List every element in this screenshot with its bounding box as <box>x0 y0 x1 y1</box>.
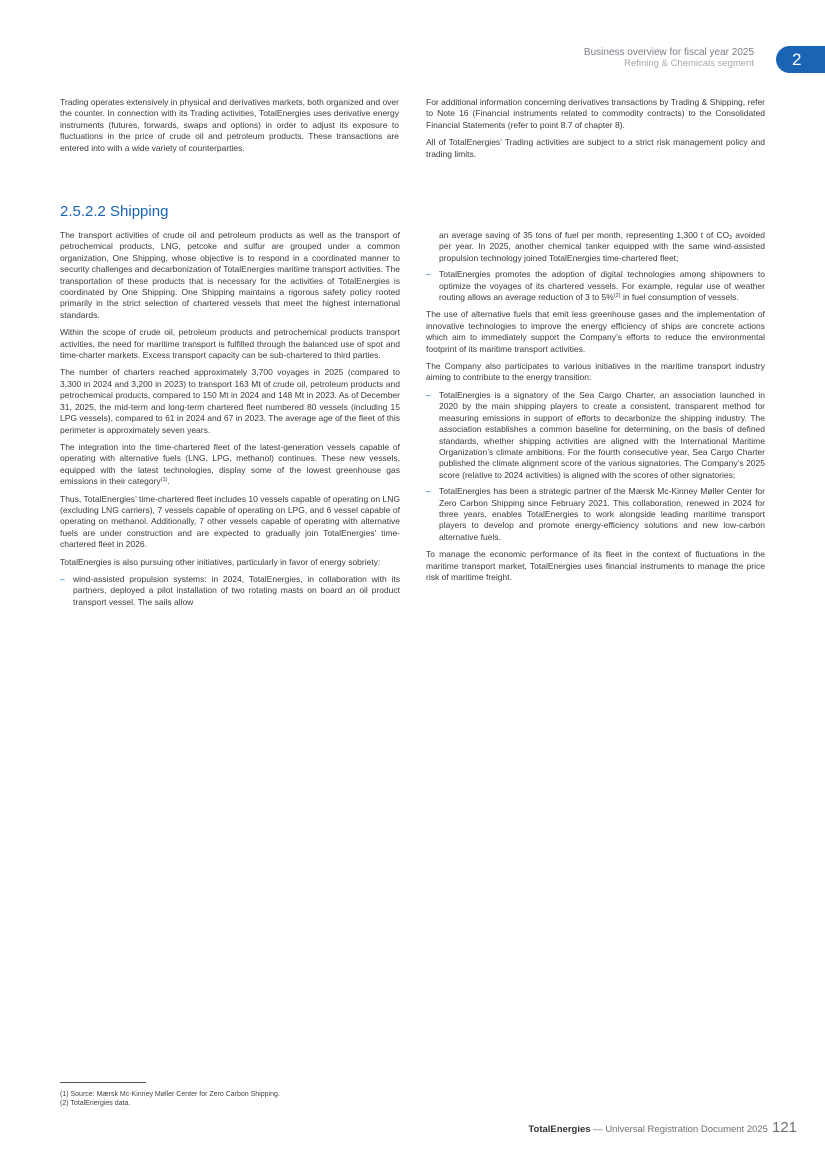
running-header <box>584 47 754 69</box>
text: in fuel consumption of vessels. <box>620 292 739 303</box>
footnote-divider <box>60 1082 146 1083</box>
footer-doc-title: — Universal Registration Document 2025 <box>590 1124 768 1135</box>
chapter-tab: 2 <box>776 46 825 73</box>
text: . <box>167 476 170 487</box>
header-subtitle: Refining & Chemicals segment <box>624 58 754 69</box>
shipping-right-column <box>426 230 765 589</box>
section-heading: 2.5.2.2 Shipping <box>60 203 169 220</box>
paragraph: The use of alternative fuels that emit less greenhouse gases and the implementation of innovative technologies to improve the energy efficiency of ships are concrete actions which aim to immediately support the Company’s efforts to reduce the environmental footprint of its maritime transport activities. <box>426 309 765 354</box>
footnotes <box>60 1090 280 1108</box>
page-footer <box>528 1119 797 1137</box>
paragraph: To manage the economic performance of its fleet in the context of fluctuations in the maritime transport market, TotalEnergies uses financial instruments to manage the price risk of maritime freight. <box>426 549 765 582</box>
intro-left-column <box>60 97 399 160</box>
page-number: 121 <box>771 1119 797 1136</box>
header-title: Business overview for fiscal year 2025 <box>583 47 754 58</box>
list-item <box>426 269 765 303</box>
text: The integration into the time-chartered fleet of the latest-generation vessels capable of operating with alternative fuels (LNG, LPG, methanol) continues. These new vessels, equipped with the latest technologies, display some of the lowest greenhouse gas emissions in their category <box>60 441 400 487</box>
paragraph: TotalEnergies is also pursuing other initiatives, particularly in favor of energy sobriety: <box>60 556 381 567</box>
paragraph: For additional information concerning derivatives transactions by Trading & Shipping, refer to Note 16 (Financial instruments related to commodity contracts) to the Consolidated Financial Statements (refer to point 8.7 of chapter 8). <box>426 97 765 130</box>
list-item: – TotalEnergies is a signatory of the Sea Cargo Charter, an association launched in 2020 by the main shipping players to create a consistent, transparent method for measuring emissions in support of efforts to decarbonize the shipping industry. The association establishes a common baseline for determining, on the basis of defined standards, whether shipping activities are aligned with the International Maritime Organization’s climate ambitions. For the fourth consecutive year, Sea Cargo Charter published the climate alignment score of the various signatories. The Company’s 2025 score (relative to 2024 activities) is aligned with the scores of other signatories; <box>426 390 765 481</box>
paragraph <box>60 442 400 488</box>
text: TotalEnergies promotes the adoption of digital technologies among shipowners to optimize the voyages of its chartered vessels. For example, regular use of weather routing allows an average reduction of 3 to 5% <box>439 269 765 303</box>
text: avoided per year. In 2025, another chemical tanker equipped with the same wind-assisted propulsion technology joined TotalEnergies time-chartered fleet; <box>439 230 765 263</box>
intro-right-column <box>426 97 765 166</box>
footnote-ref: (2) <box>613 293 621 300</box>
bullet-list <box>60 574 400 608</box>
footer-brand: TotalEnergies <box>528 1124 591 1135</box>
paragraph: The number of charters reached approximately 3,700 voyages in 2025 (compared to 3,300 in 2024 and 3,200 in 2023) to transport 163 Mt of crude oil, petroleum products and petrochemical products, compared to 150 Mt in 2024 and 148 Mt in 2023. As of December 31, 2025, the mid-term and long-term chartered fleet numbered 80 vessels (including 15 LPG vessels), compared to 61 in 2024 and 67 in 2023. The average age of the fleet of this perimeter is approximately seven years. <box>60 367 400 435</box>
bullet-list <box>426 390 765 543</box>
bullet-list <box>426 230 765 303</box>
list-item: – TotalEnergies has been a strategic partner of the Mærsk Mc-Kinney Møller Center for Zero Carbon Shipping since February 2021. This collaboration, renewed in 2024 for three years, enables TotalEnergies to work alongside leading maritime transport players to develop and promote energy-efficiency solutions and new low-carbon alternative fuels. <box>426 486 765 543</box>
paragraph: The transport activities of crude oil and petroleum products as well as the transport of petrochemical products, LNG, petcoke and sulfur are grouped under a common organization, One Shipping, whose objective is to respond in a coordinated manner to security challenges and decarbonization of TotalEnergies maritime transport activities. The transportation of these products that is necessary for the activities of TotalEnergies is coordinated by One Shipping. One Shipping maintains a rigorous safety policy rooted primarily in the strict selection of chartered vessels that meet the highest international standards. <box>60 230 400 320</box>
paragraph: Within the scope of crude oil, petroleum products and petrochemical products transport activities, the need for maritime transport is fulfilled through the balanced use of spot and time-charter markets. Excess transport capacity can be sub-chartered to third parties. <box>60 327 400 361</box>
footnote: (2) TotalEnergies data. <box>60 1100 131 1107</box>
subscript: 2 <box>729 235 733 241</box>
footnote-ref: (1) <box>160 477 168 484</box>
footnote: (1) Source: Mærsk Mc-Kinney Møller Center for Zero Carbon Shipping. <box>60 1091 280 1098</box>
paragraph: All of TotalEnergies’ Trading activities are subject to a strict risk management policy and trading limits. <box>426 137 765 159</box>
paragraph: Thus, TotalEnergies’ time-chartered fleet includes 10 vessels capable of operating on LNG (excluding LNG carriers), 7 vessels capable of operating on LPG, and 6 vessel capable of operating on methanol. Additionally, 7 other vessels capable of operating with alternative fuels are under construction and are expected to gradually join TotalEnergies’ time-chartered fleet in 2026. <box>60 493 400 550</box>
list-item-continued <box>426 230 765 264</box>
paragraph: Trading operates extensively in physical and derivatives markets, both organized and over the counter. In connection with its Trading activities, TotalEnergies uses derivative energy instruments (futures, forwards, swaps and options) in order to adjust its exposure to fluctuations in the price of crude oil and petroleum products. These transactions are entered into with a wide variety of counterparties. <box>60 97 399 153</box>
list-item: – wind-assisted propulsion systems: in 2024, TotalEnergies, in collaboration with its partners, deployed a pilot installation of two rotating masts on board an oil product transport vessel. The sails allow <box>60 574 400 608</box>
shipping-left-column <box>60 230 400 614</box>
paragraph: The Company also participates to various initiatives in the maritime transport industry aiming to contribute to the energy transition: <box>426 361 765 383</box>
text: an average saving of 35 tons of fuel per month, representing 1,300 t of CO <box>439 230 730 240</box>
